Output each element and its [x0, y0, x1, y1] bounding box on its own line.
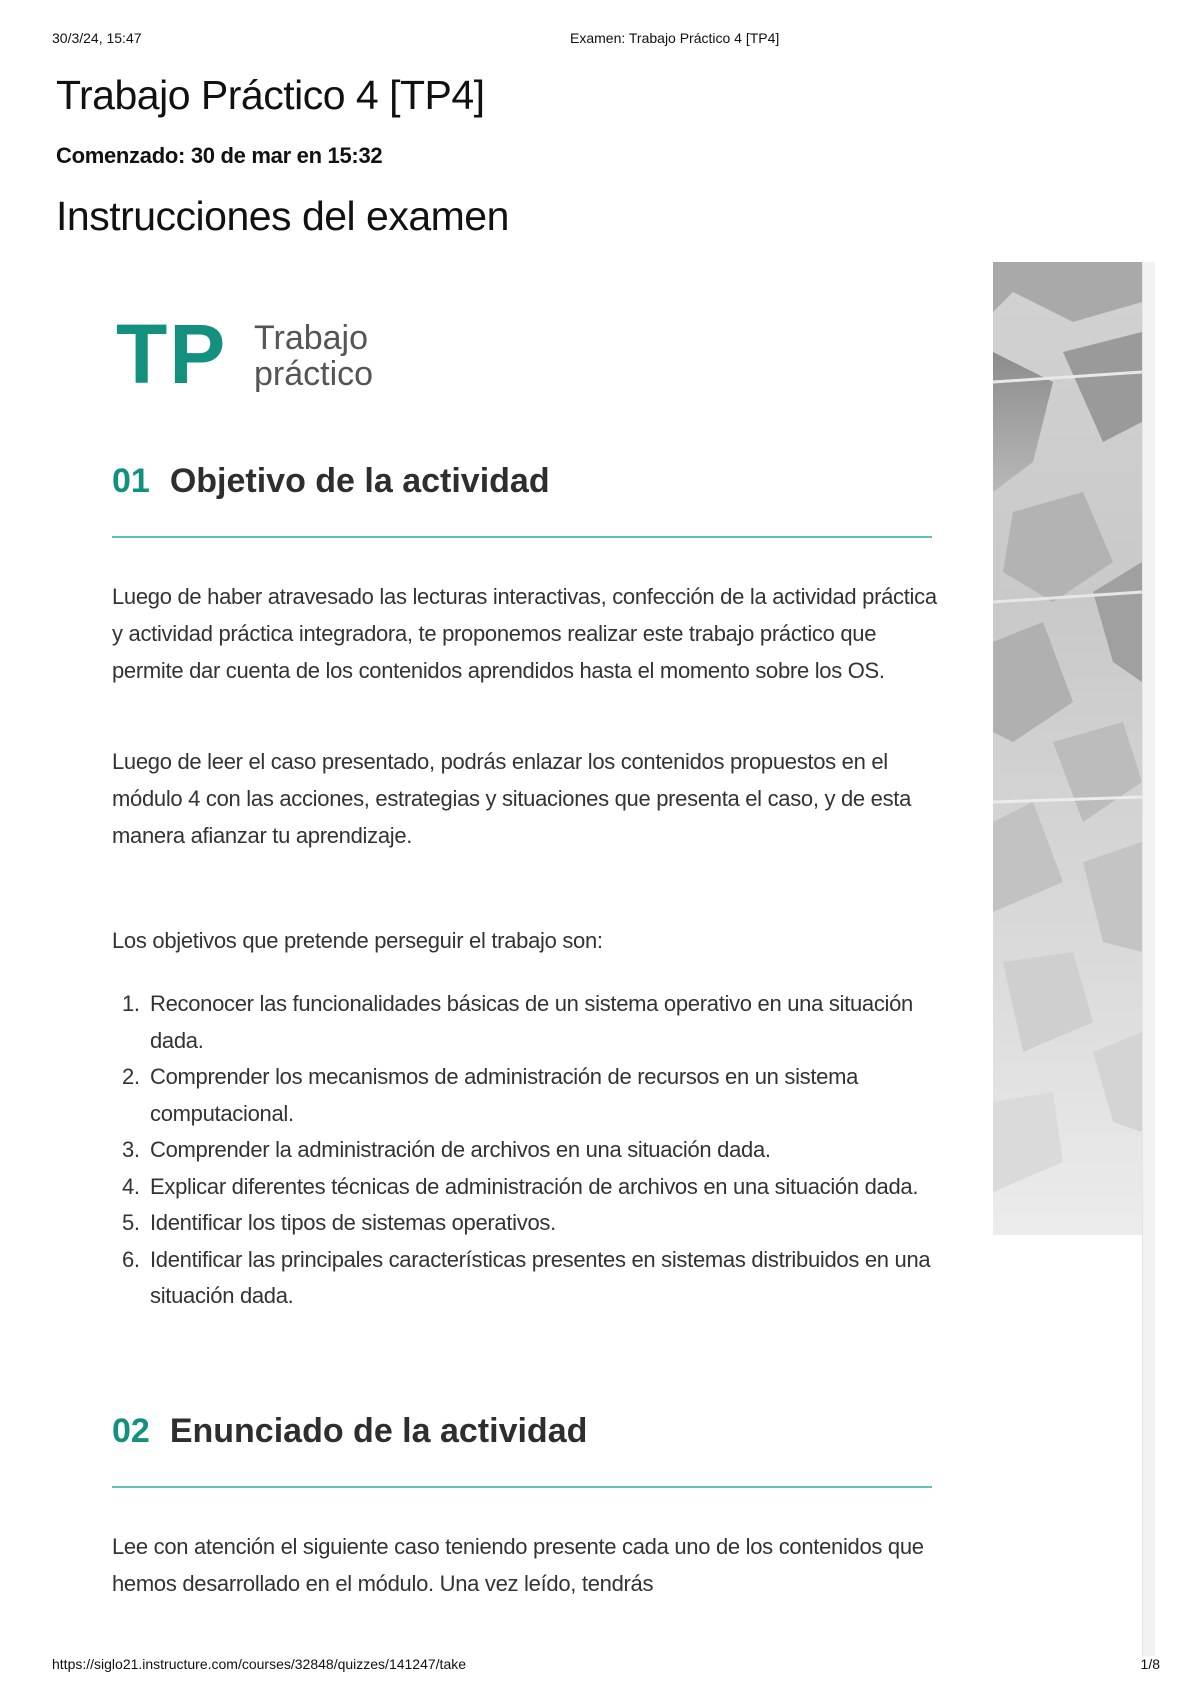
list-item-number: 1. — [122, 991, 140, 1016]
intro-paragraph-2: Luego de leer el caso presentado, podrás enlazar los contenidos propuestos en el módulo 4 con las acciones, estrategias y situaciones que presenta el caso, y de esta manera afianzar tu aprendizaje. — [112, 749, 912, 848]
print-url: https://siglo21.instructure.com/courses/32848/quizzes/141247/take — [52, 1656, 467, 1672]
section-title: Objetivo de la actividad — [169, 462, 550, 500]
tp-logo-letters: TP — [116, 307, 228, 401]
started-info — [56, 143, 382, 169]
tp-logo — [116, 307, 396, 402]
list-item-text: Reconocer las funcionalidades básicas de un sistema operativo en una situación dada. — [150, 991, 913, 1053]
started-value: 30 de mar en 15:32 — [190, 143, 383, 168]
list-item-text: Identificar las principales características presentes en sistemas distribuidos en una situación dada. — [150, 1246, 931, 1308]
print-header — [52, 30, 1152, 50]
objectives-list — [112, 986, 942, 1315]
section-heading-enunciado — [112, 1412, 932, 1462]
tp-logo-word-2: práctico — [254, 355, 374, 393]
list-item-text: Identificar los tipos de sistemas operativos. — [150, 1210, 556, 1235]
intro-paragraph-1: Luego de haber atravesado las lecturas interactivas, confección de la actividad práctica y actividad práctica integradora, te proponemos realizar este trabajo práctico que permite dar cuenta de los contenidos aprendidos hasta el momento sobre los OS. — [112, 584, 937, 683]
section-number: 02 — [112, 1412, 150, 1450]
section-heading-objetivo — [112, 462, 932, 512]
list-item-number: 4. — [122, 1173, 140, 1199]
print-page-number: 1/8 — [1140, 1656, 1160, 1672]
started-label: Comenzado: — [56, 143, 186, 168]
list-item-number: 5. — [122, 1210, 140, 1235]
print-footer — [52, 1656, 1160, 1676]
architecture-pattern-image — [993, 262, 1142, 1235]
list-item — [122, 1205, 942, 1242]
scrollbar[interactable] — [1142, 262, 1155, 1656]
list-item-text: Explicar diferentes técnicas de administración de archivos en una situación dada. — [150, 1173, 919, 1199]
section-number: 01 — [112, 462, 150, 500]
instructions-heading: Instrucciones del examen — [56, 193, 509, 239]
list-item-text: Comprender la administración de archivos en una situación dada. — [150, 1137, 771, 1162]
list-item-number: 3. — [122, 1137, 140, 1162]
list-item-text: Comprender los mecanismos de administración de recursos en un sistema computacional. — [150, 1064, 859, 1126]
list-item — [122, 1169, 942, 1206]
print-document-title: Examen: Trabajo Práctico 4 [TP4] — [570, 30, 780, 46]
page-title: Trabajo Práctico 4 [TP4] — [56, 72, 485, 118]
objectives-lead: Los objetivos que pretende perseguir el trabajo son: — [112, 928, 603, 953]
list-item-number: 2. — [122, 1064, 140, 1089]
section-title: Enunciado de la actividad — [169, 1412, 588, 1450]
print-date: 30/3/24, 15:47 — [52, 30, 142, 46]
list-item — [122, 1059, 942, 1132]
enunciado-paragraph: Lee con atención el siguiente caso teniendo presente cada uno de los contenidos que hemos desarrollado en el módulo. Una vez leído, tendrás — [112, 1534, 924, 1596]
list-item — [122, 986, 942, 1059]
list-item — [122, 1132, 942, 1169]
tp-logo-word-1: Trabajo — [254, 319, 369, 357]
list-item — [122, 1242, 942, 1315]
list-item-number: 6. — [122, 1246, 140, 1272]
section-divider — [112, 1486, 932, 1488]
decorative-image-panel — [993, 262, 1142, 1235]
section-divider — [112, 536, 932, 538]
